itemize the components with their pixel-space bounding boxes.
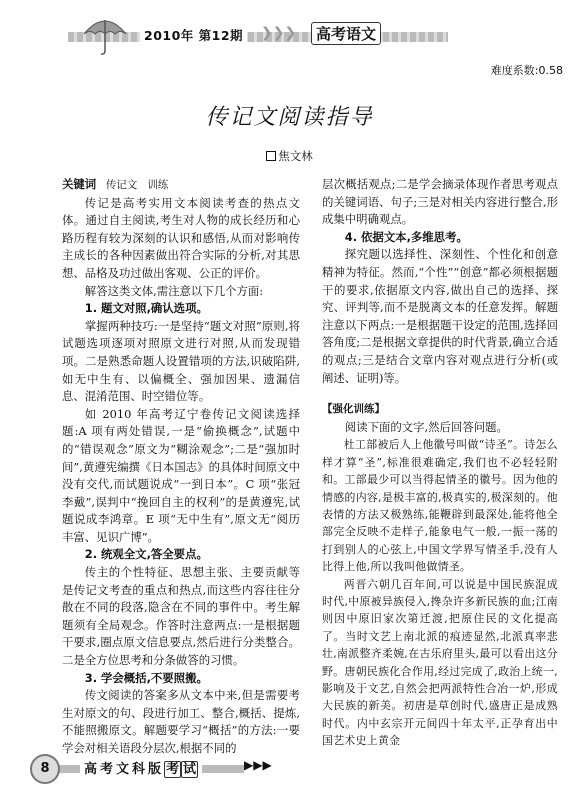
author-box-icon (266, 151, 276, 161)
passage-paragraph: 两晋六朝几百年间,可以说是中国民族混成时代,中原被异族侵入,搀杂许多新民族的血;江南则因中原旧家次第迁渡,把原住民的文化提高了。当时文艺上南北派的痕迹显然,北派真率悲壮,南派整齐柔婉,在古乐府里头,最可以看出这分野。唐朝民族化合作用,经过完成了,政治上统一,影响及于文艺,自然会把两派特性合冶一炉,形成大民族的新美。初唐是草创时代,盛唐正是成熟时代。内中玄宗开元间四十年太平,正孕育出中国艺术史上黄金 (322, 577, 558, 748)
keyword-terms (106, 179, 179, 191)
page-footer (30, 754, 290, 784)
body-paragraph: 掌握两种技巧:一是坚持“题文对照”原则,将试题选项逐项对照原文进行对照,从而发现错项。二是熟悉命题人设置错项的方法,识破陷阱,如无中生有、以偏概全、强加因果、遗漏信息、混淆范围、时空错位等。 (62, 318, 300, 404)
section-heading: 4. 依据文本,多维思考。 (344, 229, 468, 244)
footer-journal (80, 758, 202, 777)
footer-arrows: ▶▶▶ (244, 758, 272, 772)
keyword-term: 传记文 (105, 179, 138, 191)
author-name: 焦文林 (278, 149, 313, 163)
section-heading: 2. 统观全文,答全要点。 (84, 547, 208, 562)
keyword-term: 训练 (147, 179, 169, 191)
exercise-passage (322, 436, 558, 749)
keywords-line (62, 176, 300, 195)
difficulty-label: 难度系数:0.58 (490, 64, 563, 77)
footer-tag-2: 试 (183, 762, 197, 777)
body-paragraph: 探究题以选择性、深刻性、个性化和创意精神为特征。然而,“个性”“创意”都必须根据题干的要求,依据原文内容,做出自己的选择、探究、评判等,而不是脱离文本的任意发挥。解题注意以下两点:一是根据题干设定的范围,选择回答角度;二是根据文章提供的时代背景,确立合适的观点;三是结合文章内容对观点进行分析(或阐述、证明)等。 (322, 247, 558, 385)
article-title: 传记文阅读指导 (205, 105, 374, 130)
section-heading: 3. 学会概括,不要照搬。 (84, 670, 208, 685)
left-column-body (62, 195, 300, 758)
body-paragraph: 层次概括观点;二是学会摘录体现作者思考观点的关键词语、句子;三是对相关内容进行整合,形成集中明确观点。 (322, 177, 558, 227)
body-paragraph: 传记是高考实用文本阅读考查的热点文体。通过自主阅读,考生对人物的成长经历和心路历程有较为深刻的认识和感悟,从而对影响传主成长的各种因素做出符合实际的分析,对其思想、品格及功过做出客观、公正的评价。 (62, 195, 300, 280)
issue-label: 2010年 第12期 (140, 26, 247, 44)
page-number: 8 (30, 754, 60, 784)
body-paragraph: 如 2010 年高考辽宁卷传记文阅读选择题:A 项有两处错误,一是“偷换概念”,试题中的“错误观念”原文为“糊涂观念”;二是“强加时间”,黄遵宪编撰《日本国志》的具体时间原文中没有交代,而试题说成“一到日本”。C 项“张冠李戴”,误判中“挽回自主的权利”的是黄遵宪,试题说成李鸿章。E 项“无中生有”,原文无“阅历丰富、见识广博”。 (62, 406, 300, 544)
left-column (62, 176, 300, 758)
author-line (0, 148, 579, 164)
header-arrows: ❯❯❯ (261, 25, 297, 41)
exercise-label: 【强化训练】 (322, 403, 385, 416)
body-paragraph: 传主的个性特征、思想主张、主要贡献等是传记文考查的重点和热点,而这些内容往往分散在不同的段落,隐含在不同的事件中。考生解题须有全局观念。作答时注意两点:一是根据题干要求,圈点原文信息要点,然后进行分类整合。二是全方位思考和分条做答的习惯。 (62, 565, 300, 668)
passage-paragraph: 杜工部被后人上他徽号叫做“诗圣”。诗怎么样才算“圣”,标准很难确定,我们也不必轻轻附和。工部最少可以当得起情圣的徽号。因为他的情感的内容,是极丰富的,极真实的,极深刻的。他表情的方法又极熟练,能鞭辟到最深处,能将他全部完全反映不走样子,能象电气一般,一振一荡的打到别人的心弦上,中国文学界写情圣手,没有人比得上他,所以我叫他做情圣。 (322, 438, 558, 574)
right-column-body (322, 176, 558, 387)
footer-tag-1: 考 (166, 762, 180, 777)
umbrella-icon (80, 14, 130, 56)
body-paragraph: 传文阅读的答案多从文本中来,但是需要考生对原文的句、段进行加工、整合,概括、提炼,不能照搬原文。解题要学习“概括”的方法:一要学会对相关语段分层次,根据不同的 (62, 688, 300, 755)
magazine-title: 高考语文 (311, 22, 381, 45)
right-column (322, 176, 558, 750)
exercise-instruction: 阅读下面的文字,然后回答问题。 (344, 419, 508, 434)
footer-journal-prefix: 高考文科版 (84, 762, 165, 777)
page-header (28, 10, 423, 44)
body-paragraph: 解答这类文体,需注意以下几个方面: (84, 283, 264, 298)
keywords-label: 关键词 (62, 177, 97, 191)
section-heading: 1. 题文对照,确认选项。 (84, 301, 208, 316)
